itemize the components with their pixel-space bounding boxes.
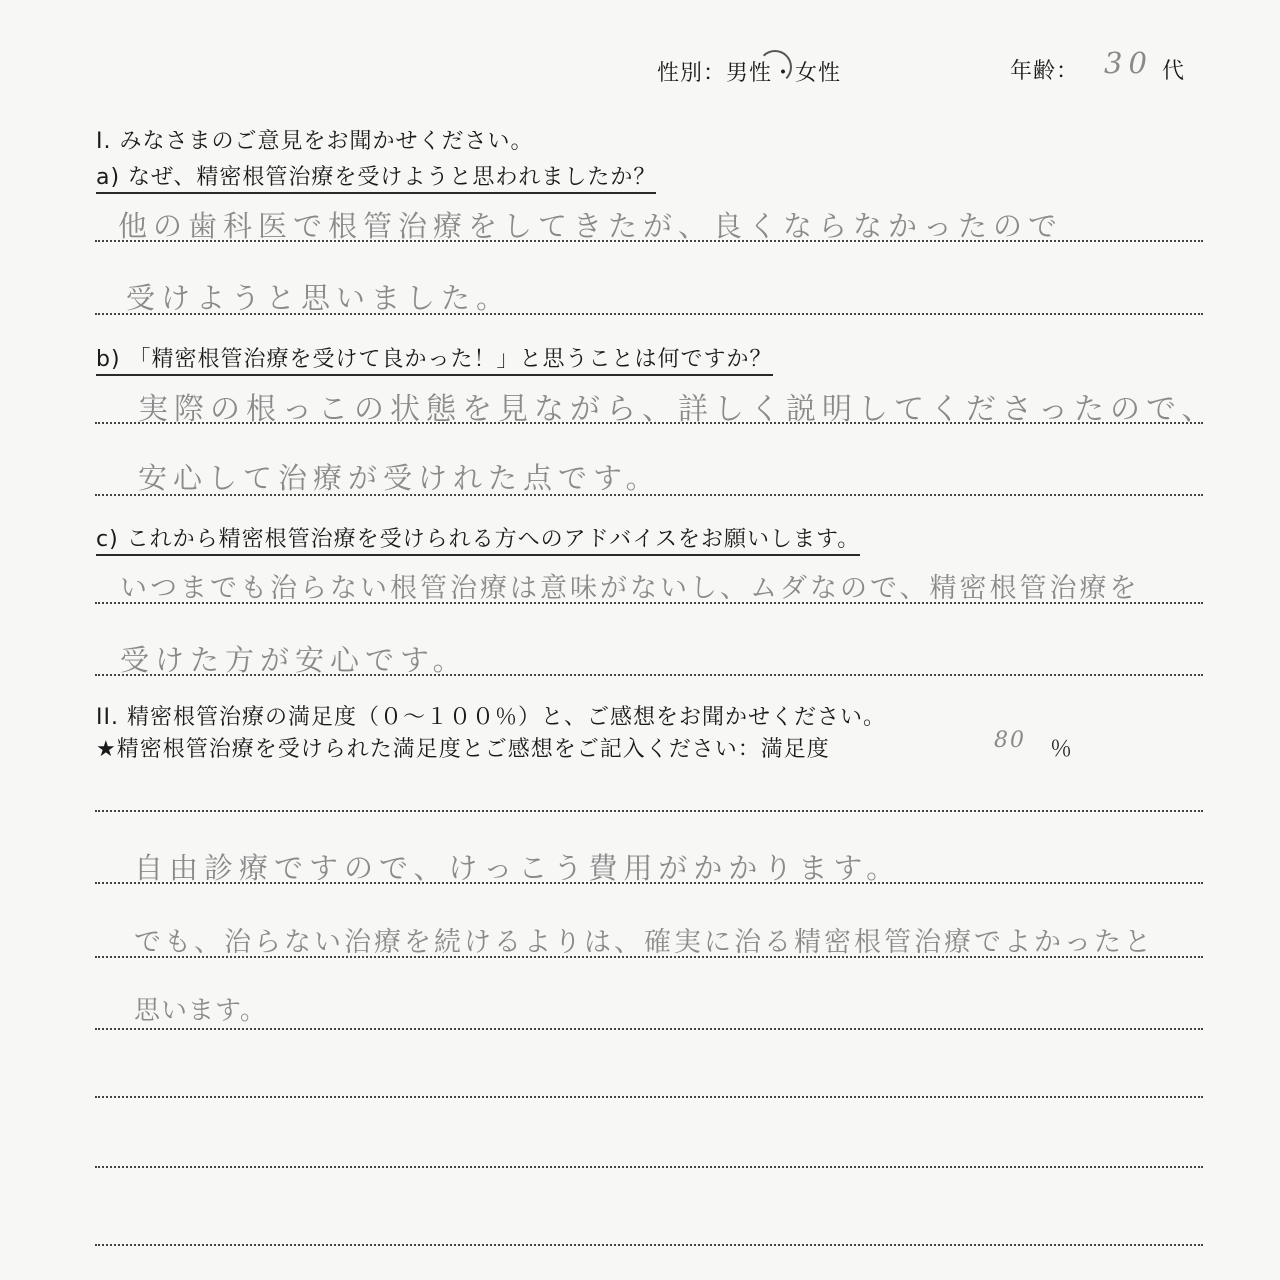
answer-line-divider <box>95 313 1203 315</box>
gender-circle-mark <box>758 50 792 84</box>
comment-line-divider <box>95 1028 1203 1030</box>
answer-line-divider <box>95 602 1203 604</box>
comment-line-divider <box>95 1166 1203 1168</box>
comment-line-divider <box>95 1096 1203 1098</box>
comment-line-3: 思います。 <box>134 996 267 1026</box>
comment-line-divider <box>95 1244 1203 1246</box>
answer-b-line-2: 安心して治療が受けれた点です。 <box>138 461 661 495</box>
answer-line-divider <box>95 494 1203 496</box>
answer-b-line-1: 実際の根っこの状態を見ながら、詳しく説明してくださったので、 <box>138 392 1218 427</box>
age-unit: 代 <box>1162 59 1186 84</box>
answer-a-line-2: 受けようと思いました。 <box>126 281 512 315</box>
answer-line-divider <box>95 240 1203 242</box>
question-b: b) 「精密根管治療を受けて良かった！」と思うことは何ですか？ <box>96 342 773 376</box>
age-value: 30 <box>1104 46 1153 80</box>
age-label: 年齢： <box>1010 59 1080 84</box>
answer-c-line-2: 受けた方が安心です。 <box>120 643 468 677</box>
gender-female-option: 女性 <box>795 61 842 86</box>
question-a: a) なぜ、精密根管治療を受けようと思われましたか？ <box>96 160 656 194</box>
gender-separator: ・ <box>772 61 796 86</box>
gender-row <box>657 56 841 87</box>
satisfaction-prompt: ★精密根管治療を受けられた満足度とご感想をご記入ください：満足度 <box>96 737 830 762</box>
answer-a-line-1: 他の歯科医で根管治療をしてきたが、良くならなかったので <box>118 209 1064 243</box>
percent-sign: ％ <box>1050 737 1074 762</box>
cut-off-title <box>640 0 647 11</box>
section2-heading: II. 精密根管治療の満足度（０～１００％）と、ご感想をお聞かせください。 <box>96 705 886 730</box>
comment-line-2: でも、治らない治療を続けるよりは、確実に治る精密根管治療でよかったと <box>134 927 1154 958</box>
comment-line-1: 自由診療ですので、けっこう費用がかかります。 <box>134 851 902 885</box>
comment-line-divider <box>95 882 1203 884</box>
satisfaction-value: 80 <box>994 728 1026 753</box>
gender-male-option: 男性 <box>726 61 773 86</box>
comment-line-divider <box>95 956 1203 958</box>
comment-line-divider <box>95 810 1203 812</box>
gender-label: 性別： <box>657 61 727 86</box>
question-c: c) これから精密根管治療を受けられる方へのアドバイスをお願いします。 <box>96 522 860 556</box>
answer-line-divider <box>95 674 1203 676</box>
answer-line-divider <box>95 422 1203 424</box>
answer-c-line-1: いつまでも治らない根管治療は意味がないし、ムダなので、精密根管治療を <box>120 573 1140 604</box>
section1-heading: I. みなさまのご意見をお聞かせください。 <box>96 129 534 154</box>
